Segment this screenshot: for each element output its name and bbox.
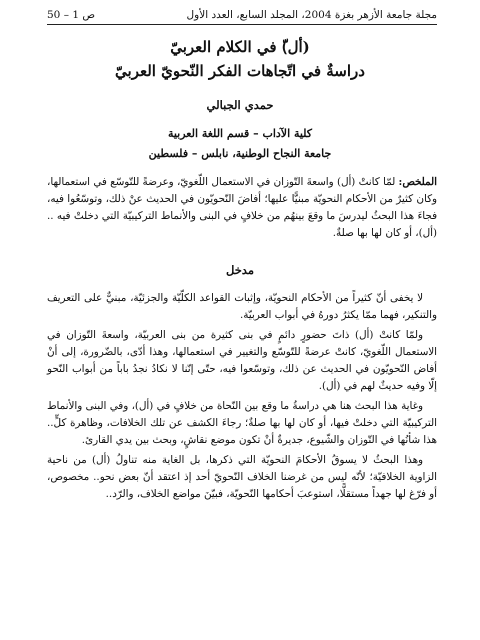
journal-name: مجلة جامعة الأزهر بغزة — [334, 9, 437, 21]
affiliation-department: كلية الآداب – قسم اللغة العربية — [167, 127, 313, 140]
section-heading: مدخل — [225, 263, 254, 277]
title-line-2: دراسةٌ في اتّجاهات الفكر النّحويّ العربيّ — [115, 62, 365, 80]
author-name: حمدي الجبالي — [206, 98, 274, 112]
body-text — [47, 290, 437, 506]
body-paragraph: وغاية هذا البحث هنا هي دراسةُ ما وقع بين النّحاة من خلافٍ في (أل)، وفي البنى والأنماط التركيبيّة التي دخلتْ فيها، أو كان لها بها صلةٌ؛ رجاءَ الكشف عن تلك الخلافات، وظاهرة كلٍّ.. هذا شأنُها في التّوزان والشّيوع، جديرةٌ أنْ تكون موضع نقاشٍ، وبحث بين يدي القارئ. — [47, 400, 437, 446]
journal-info — [187, 9, 437, 21]
page-range: ص 1 – 50 — [47, 9, 96, 21]
title-line-1: (أل)ّ في الكلام العربيّ — [170, 38, 310, 56]
abstract — [47, 174, 437, 242]
running-header — [47, 7, 437, 23]
volume-info: 2004، المجلد السابع، العدد الأول — [186, 9, 332, 21]
abstract-text: لمّا كانتْ (أل) واسعةَ التّوزان في الاستعمال اللّغويّ، وعرضةً للتّوسّع في استعمالها، وكان كثيرٌ من الأحكام النحويّة مبنيًّا عليها؛ أفاضَ النّحويّون في الحديث عنْ ذلك، وتوسّعُوا فيه، فجاءَ هذا البحثُ ليدرسَ ما وقعَ بينهُم من خلافٍ في البنى والأنماط التركيبيّة التي دخلتْ فيه ..(أل)، أو كان لها بها صلةٌ. — [47, 176, 437, 239]
affiliation-university: جامعة النجاح الوطنية، نابلس – فلسطين — [148, 147, 332, 160]
abstract-label: الملخص: — [398, 176, 437, 188]
body-paragraph: ولمّا كانتْ (أل) ذاتَ حضورٍ دائمٍ في بنى كثيرة من بنى العربيّة، واسعةَ التّوزان في الاستعمال اللّغويّ، كانتْ عرضةً للتّوسّع والتغيير في استعمالها، وهذا أدّى، بالضّرورة، إلى أنْ أفاض النّحويّون في الحديث عن ذلك، وتوسّعوا فيه، حتّى إنّنا لا نكادُ نجدُ باباً من أبواب النّحو إلّا وفيه حديثٌ لهم في (أل). — [47, 329, 437, 392]
header-rule — [47, 24, 437, 25]
body-paragraph: وهذا البحثُ لا يسوقُ الأحكامَ النحويّة التي ذكرها، بل الغاية منه تناولُ (أل) من ناحية الزاوية الخلافيّة؛ لأنّه ليس من غرضنا الخلاف النّحويّ أحد إذ اعتقد أنّ بعض نحو.. مخصوص، أو فرّغ لها جهداً مستقلًّا، استوعبَ أحكامها النّحويّة، فبيّنَ مواضع الخلاف، والرّد.. — [47, 454, 437, 500]
body-paragraph: لا يخفى أنّ كثيراً من الأحكام النحويّة، وإثبات القواعد الكلّيّة والجزئيّة، مبنيٌّ على التعريف والتنكير، فهما ممّا يكثرُ دورهُ في أبواب العربيّة. — [47, 292, 437, 321]
